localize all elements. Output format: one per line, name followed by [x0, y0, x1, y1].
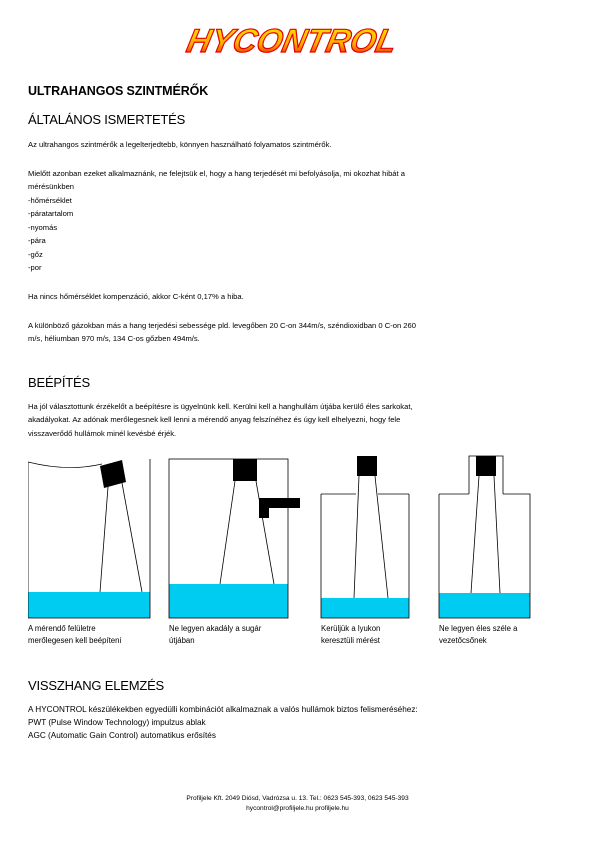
- general-p1-text: Az ultrahangos szintmérők a legelterjedtebb, könnyen használható folyamatos szintmérők.: [28, 140, 332, 149]
- caption-line: keresztüli mérést: [321, 636, 380, 645]
- list-item: -páratartalom: [28, 209, 74, 219]
- list-item: -nyomás: [28, 222, 58, 232]
- beam-line: [494, 476, 500, 593]
- footer-address: Profiljele Kft. 2049 Diósd, Vadrózsa u. 13. Tel.: 0623 545-393, 0623 545-393: [186, 795, 409, 802]
- general-p2-line1: Mielőtt azonban ezeket alkalmaznánk, ne felejtsük el, hogy a hang terjedését mi befolyásolja, mi okozhat hibát a: [28, 169, 405, 178]
- obstacle-bracket: [259, 498, 300, 518]
- caption-diagram-3: [321, 623, 380, 647]
- diagram-tilted-sensor: [28, 459, 150, 618]
- logo-text: HYCONTROL: [183, 23, 401, 60]
- caption-line: vezetőcsőnek: [439, 636, 487, 645]
- echo-line3: AGC (Automatic Gain Control) automatikus erősítés: [28, 731, 216, 740]
- caption-line: útjában: [169, 636, 195, 645]
- echo-line1: A HYCONTROL készülékekben egyedülli kombinációt alkalmaznak a valós hullámok biztos felismeréséhez:: [28, 705, 418, 714]
- liquid-surface: [439, 593, 530, 618]
- caption-diagram-1: [28, 623, 121, 647]
- general-p2-line2: mérésünkben: [28, 182, 75, 192]
- general-p4-line2: m/s, héliumban 970 m/s, 134 C-os gőzben 494m/s.: [28, 334, 200, 344]
- caption-line: Ne legyen éles széle a: [439, 624, 518, 633]
- section-heading-echo: VISSZHANG ELEMZÉS: [28, 678, 165, 693]
- list-item: -hőmérséklet: [28, 196, 72, 205]
- footer-contact: hycontrol@profiljele.hu profiljele.hu: [246, 805, 349, 812]
- hycontrol-logo: [160, 22, 420, 60]
- general-paragraph-2: [28, 167, 558, 194]
- caption-diagram-2: [169, 623, 261, 647]
- general-paragraph-1: [28, 138, 558, 151]
- caption-line: A mérendő felületre: [28, 624, 96, 633]
- diagram-obstacle: [169, 459, 300, 618]
- general-paragraph-3: [28, 290, 558, 303]
- beam-line: [220, 481, 235, 584]
- section-heading-install: BEÉPÍTÉS: [28, 375, 90, 390]
- caption-line: merőlegesen kell beépíteni: [28, 636, 122, 645]
- diagram-hole: [321, 456, 409, 618]
- install-p1-line3: visszaverődő hullámok minél kevésbé érjék.: [28, 428, 177, 438]
- caption-line: Kerüljük a lyukon: [321, 624, 381, 633]
- liquid-surface: [321, 598, 409, 618]
- beam-line: [471, 476, 479, 593]
- sensor-block: [233, 459, 257, 481]
- list-item: -por: [28, 263, 42, 273]
- beam-line: [256, 481, 274, 584]
- tank-lid-curve: [28, 462, 102, 468]
- diagram-guide-pipe: [439, 456, 530, 618]
- caption-line: Ne legyen akadály a sugár: [169, 624, 262, 633]
- factor-list: [28, 194, 73, 274]
- document-title: ULTRAHANGOS SZINTMÉRŐK: [28, 84, 209, 98]
- general-p4-line1: A különböző gázokban más a hang terjedési sebessége pld. levegőben 20 C-on 344m/s, széndioxidban 0 C-on 260: [28, 321, 416, 330]
- caption-diagram-4: [439, 623, 517, 647]
- sensor-block: [357, 456, 377, 476]
- installation-diagrams: [28, 454, 563, 624]
- general-p3-text: Ha nincs hőmérséklet kompenzáció, akkor C-ként 0,17% a hiba.: [28, 292, 244, 301]
- section-heading-general: ÁLTALÁNOS ISMERTETÉS: [28, 112, 186, 127]
- echo-line2: PWT (Pulse Window Technology) impulzus ablak: [28, 718, 206, 727]
- page-footer: [0, 794, 595, 814]
- general-paragraph-4: [28, 319, 558, 346]
- echo-paragraph: [28, 703, 558, 742]
- liquid-surface: [169, 584, 288, 618]
- beam-line: [100, 487, 108, 592]
- list-item: -gőz: [28, 249, 43, 259]
- liquid-surface: [28, 592, 150, 618]
- install-p1-line1: Ha jól választottunk érzékelőt a beépítésre is ügyelnünk kell. Kerülni kell a hanghullám útjába kerülő éles sarkokat,: [28, 402, 413, 411]
- beam-line: [122, 483, 142, 592]
- sensor-block: [476, 456, 496, 476]
- install-p1-line2: akadályokat. Az adónak merőlegesnek kell lenni a mérendő anyag felszínéhez és úgy kell elhelyezni, hogy fele: [28, 415, 401, 425]
- install-paragraph: [28, 400, 558, 440]
- list-item: -pára: [28, 236, 46, 246]
